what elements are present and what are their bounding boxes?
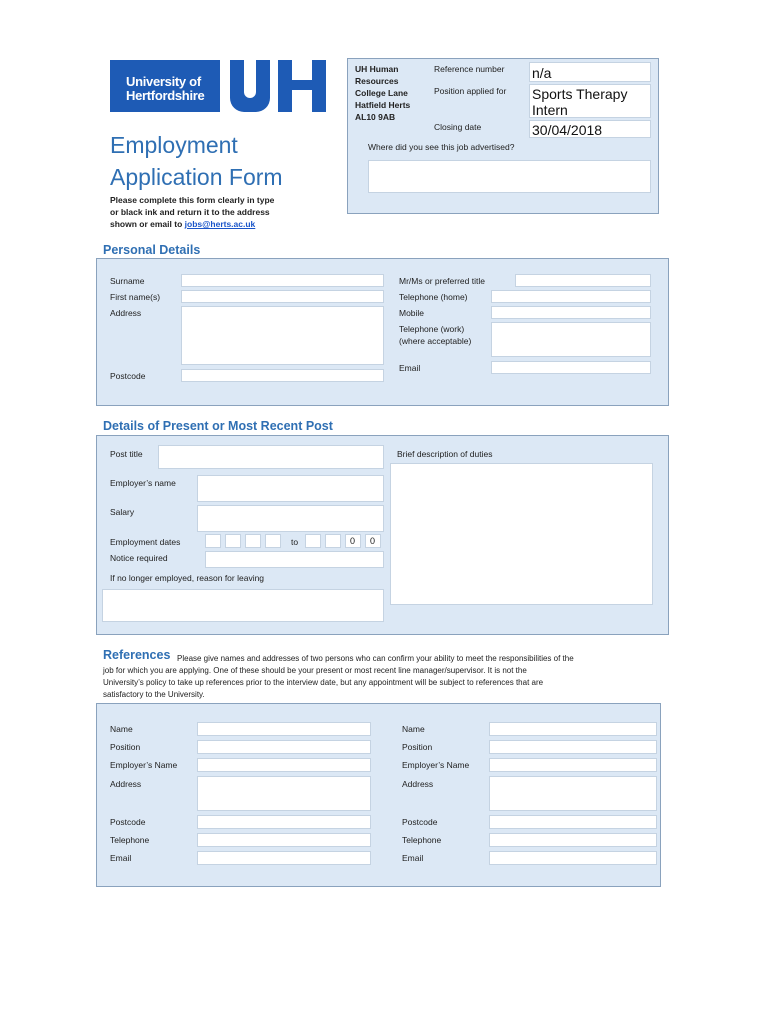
telephone-home-field[interactable] (491, 290, 651, 303)
mobile-field[interactable] (491, 306, 651, 319)
first-names-field[interactable] (181, 290, 384, 303)
ref1-employer-label: Employer’s Name (110, 760, 178, 770)
mobile-label: Mobile (399, 308, 425, 318)
ref2-address-field[interactable] (489, 776, 657, 811)
end-date-digit-2: 0 (370, 536, 376, 546)
ref1-address-label: Address (110, 779, 142, 789)
references-text-line2: job for which you are applying. One of these should be your present or most recent line manager/supervisor. It is not the (103, 666, 527, 675)
position-applied-field[interactable] (529, 84, 651, 118)
ref2-postcode-label: Postcode (402, 817, 438, 827)
ref2-position-label: Position (402, 742, 433, 752)
logo-mark (222, 60, 328, 112)
reason-leaving-label: If no longer employed, reason for leaving (110, 573, 265, 583)
form-title-line1: Employment (110, 132, 238, 158)
logo-mark-h (278, 60, 326, 112)
references-text-line4: satisfactory to the University. (103, 690, 205, 699)
ref2-telephone-label: Telephone (402, 835, 442, 845)
start-date-box-1[interactable] (205, 534, 221, 548)
start-date-box-2[interactable] (225, 534, 241, 548)
ref2-email-field[interactable] (489, 851, 657, 865)
ref1-position-label: Position (110, 742, 141, 752)
university-logo (110, 60, 220, 112)
position-value-line1: Sports Therapy (532, 86, 628, 102)
salary-label: Salary (110, 507, 135, 517)
ref2-employer-label: Employer’s Name (402, 760, 470, 770)
ref2-name-field[interactable] (489, 722, 657, 736)
post-title-field[interactable] (158, 445, 384, 469)
address-field[interactable] (181, 306, 384, 365)
notice-required-label: Notice required (110, 553, 168, 563)
first-names-label: First name(s) (110, 292, 161, 302)
jobs-email-link[interactable]: jobs@herts.ac.uk (184, 219, 256, 229)
references-text-line3: University’s policy to take up references prior to the interview date, but any appointment will be subject to references that are (103, 678, 544, 687)
intro-line3 (110, 219, 255, 230)
telephone-work-field[interactable] (491, 322, 651, 357)
reference-number-field[interactable] (529, 62, 651, 82)
notice-required-field[interactable] (205, 551, 384, 568)
salary-field[interactable] (197, 505, 384, 532)
closing-date-value: 30/04/2018 (532, 122, 603, 138)
ref2-postcode-field[interactable] (489, 815, 657, 829)
surname-field[interactable] (181, 274, 384, 287)
duties-field[interactable] (390, 463, 653, 605)
where-advertised-field[interactable] (368, 160, 651, 193)
address-line-2: Resources (355, 76, 399, 86)
telephone-work-label: Telephone (work) (399, 324, 465, 334)
employment-dates-label: Employment dates (110, 537, 181, 547)
intro-line1: Please complete this form clearly in type (110, 195, 275, 205)
references-text-line1: Please give names and addresses of two persons who can confirm your ability to meet the responsibilities of the (177, 654, 574, 663)
start-date-box-4[interactable] (265, 534, 281, 548)
ref2-employer-field[interactable] (489, 758, 657, 772)
reference-number-label: Reference number (434, 64, 505, 74)
ref2-telephone-field[interactable] (489, 833, 657, 847)
ref2-address-label: Address (402, 779, 434, 789)
end-date-box-4[interactable] (365, 534, 381, 548)
end-date-box-3[interactable] (345, 534, 361, 548)
ref1-name-label: Name (110, 724, 133, 734)
logo-line1: University of (126, 74, 201, 89)
address-line-3: College Lane (355, 88, 408, 98)
ref1-telephone-field[interactable] (197, 833, 371, 847)
ref1-postcode-label: Postcode (110, 817, 146, 827)
ref1-email-field[interactable] (197, 851, 371, 865)
preferred-title-label: Mr/Ms or preferred title (399, 276, 485, 286)
ref1-telephone-label: Telephone (110, 835, 150, 845)
ref1-email-label: Email (110, 853, 132, 863)
end-date-box-2[interactable] (325, 534, 341, 548)
ref1-employer-field[interactable] (197, 758, 371, 772)
ref2-name-label: Name (402, 724, 425, 734)
address-line-5: AL10 9AB (355, 112, 396, 122)
start-date-box-3[interactable] (245, 534, 261, 548)
duties-label: Brief description of duties (397, 449, 493, 459)
references-heading: References (103, 648, 171, 662)
position-value-line2: Intern (532, 102, 568, 118)
telephone-home-label: Telephone (home) (399, 292, 468, 302)
ref1-name-field[interactable] (197, 722, 371, 736)
ref2-position-field[interactable] (489, 740, 657, 754)
recent-post-heading: Details of Present or Most Recent Post (103, 419, 333, 433)
where-advertised-label: Where did you see this job advertised? (368, 142, 515, 152)
closing-date-field[interactable] (529, 120, 651, 138)
post-title-label: Post title (110, 449, 143, 459)
position-applied-label: Position applied for (434, 86, 507, 96)
surname-label: Surname (110, 276, 145, 286)
preferred-title-field[interactable] (515, 274, 651, 287)
reference-number-value: n/a (532, 65, 552, 81)
personal-details-heading: Personal Details (103, 243, 201, 257)
ref1-postcode-field[interactable] (197, 815, 371, 829)
reason-leaving-field[interactable] (102, 589, 384, 622)
employer-name-field[interactable] (197, 475, 384, 502)
end-date-box-1[interactable] (305, 534, 321, 548)
address-label: Address (110, 308, 142, 318)
telephone-work-note: (where acceptable) (399, 336, 472, 346)
closing-date-label: Closing date (434, 122, 482, 132)
ref1-position-field[interactable] (197, 740, 371, 754)
employer-name-label: Employer’s name (110, 478, 176, 488)
address-line-1: UH Human (355, 64, 399, 74)
logo-line2: Hertfordshire (126, 88, 205, 103)
address-line-4: Hatfield Herts (355, 100, 411, 110)
ref2-email-label: Email (402, 853, 424, 863)
postcode-label: Postcode (110, 371, 146, 381)
logo-mark-u (230, 60, 270, 112)
intro-line2: or black ink and return it to the address (110, 207, 270, 217)
email-field[interactable] (491, 361, 651, 374)
intro-line3-text: shown or email to (110, 219, 183, 229)
email-label: Email (399, 363, 421, 373)
ref1-address-field[interactable] (197, 776, 371, 811)
form-title-line2: Application Form (110, 164, 283, 190)
date-to-label: to (291, 537, 299, 547)
postcode-field[interactable] (181, 369, 384, 382)
end-date-digit-1: 0 (350, 536, 356, 546)
